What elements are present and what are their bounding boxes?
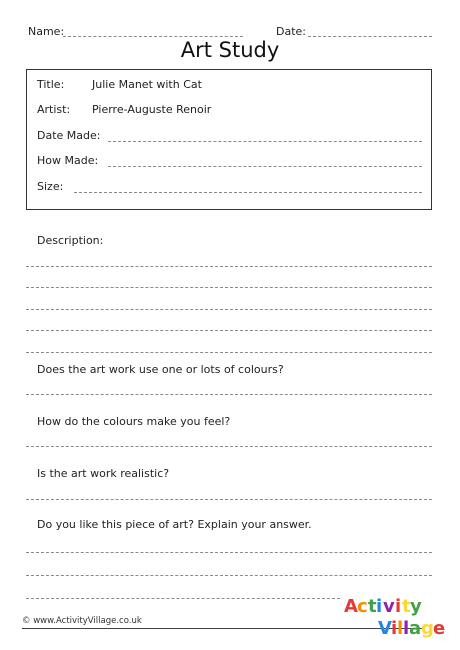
logo-letter: l xyxy=(397,618,404,638)
logo-letter: g xyxy=(421,618,434,638)
answer-line-2[interactable] xyxy=(26,446,432,447)
date-made-label: Date Made: xyxy=(37,129,101,142)
artist-label: Artist: xyxy=(37,103,71,116)
name-label: Name: xyxy=(28,25,65,38)
logo-letter: i xyxy=(395,596,402,617)
artist-value: Pierre-Auguste Renoir xyxy=(92,103,212,116)
answer-line-1[interactable] xyxy=(26,394,432,395)
logo-letter: t xyxy=(402,596,411,617)
logo-letter: t xyxy=(368,596,377,617)
answer-line-4[interactable] xyxy=(26,598,340,599)
how-made-line[interactable] xyxy=(108,166,422,167)
description-line[interactable] xyxy=(26,287,432,288)
how-made-label: How Made: xyxy=(37,154,99,167)
description-label: Description: xyxy=(37,234,104,247)
logo-letter: e xyxy=(433,618,446,638)
answer-line-4[interactable] xyxy=(26,552,432,553)
date-label: Date: xyxy=(276,25,306,38)
description-line[interactable] xyxy=(26,352,432,353)
page-title: Art Study xyxy=(180,38,280,62)
question-2: How do the colours make you feel? xyxy=(37,415,231,428)
logo-letter: c xyxy=(357,596,368,617)
answer-line-4[interactable] xyxy=(26,575,432,576)
name-line[interactable] xyxy=(63,36,243,37)
logo-letter: V xyxy=(378,618,392,638)
logo-letter: y xyxy=(410,596,422,617)
logo-letter: i xyxy=(376,596,383,617)
logo-letter: i xyxy=(391,618,398,638)
question-1: Does the art work use one or lots of colours? xyxy=(37,363,284,376)
title-label: Title: xyxy=(37,78,65,91)
size-label: Size: xyxy=(37,180,64,193)
logo-letter: v xyxy=(383,596,395,617)
answer-line-3[interactable] xyxy=(26,499,432,500)
size-line[interactable] xyxy=(74,192,422,193)
description-line[interactable] xyxy=(26,309,432,310)
copyright-text: © www.ActivityVillage.co.uk xyxy=(22,616,142,626)
description-line[interactable] xyxy=(26,330,432,331)
logo-letter: a xyxy=(409,618,422,638)
date-line[interactable] xyxy=(308,36,432,37)
date-made-line[interactable] xyxy=(108,141,422,142)
description-line[interactable] xyxy=(26,266,432,267)
title-value: Julie Manet with Cat xyxy=(92,78,202,91)
question-4: Do you like this piece of art? Explain your answer. xyxy=(37,518,312,531)
question-3: Is the art work realistic? xyxy=(37,467,170,480)
logo-letter: A xyxy=(344,596,358,617)
activity-village-logo xyxy=(340,592,450,638)
logo-letter: l xyxy=(403,618,410,638)
